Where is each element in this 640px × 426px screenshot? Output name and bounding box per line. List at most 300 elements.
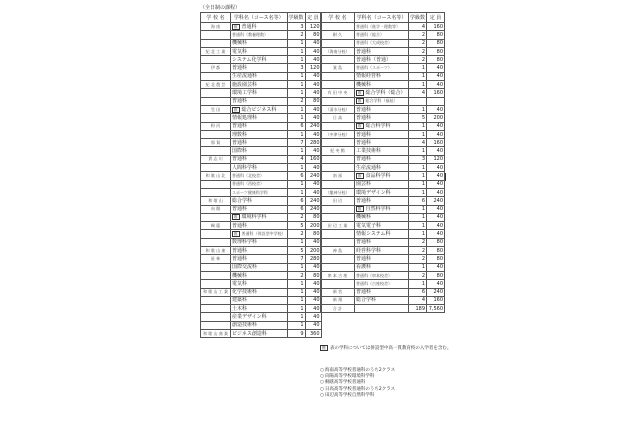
capacity: 40 (427, 147, 445, 155)
class-count: 1 (409, 130, 427, 138)
class-count: 1 (287, 89, 305, 97)
class-count: 1 (287, 56, 305, 64)
school-name: 粉 河 (201, 122, 231, 130)
capacity: 40 (305, 288, 321, 296)
class-count: 1 (409, 230, 427, 238)
department-label: 数理科学科 (232, 239, 258, 246)
department-label: 機械科 (356, 214, 372, 221)
table-row (201, 81, 322, 89)
school-name (201, 271, 231, 279)
capacity: 40 (427, 81, 445, 89)
class-count: 1 (409, 81, 427, 89)
capacity: 40 (427, 213, 445, 221)
department (355, 56, 409, 64)
class-count: 2 (409, 47, 427, 55)
class-count: 7 (287, 139, 305, 147)
class-count: 1 (287, 313, 305, 321)
capacity: 240 (305, 122, 321, 130)
capacity: 40 (427, 230, 445, 238)
table-row (321, 222, 445, 230)
capacity: 40 (427, 105, 445, 113)
table-row (321, 213, 445, 221)
table-row (201, 164, 322, 172)
school-name: 田 辺 工 業 (321, 222, 355, 230)
capacity: 40 (427, 164, 445, 172)
department-label: 自然科学科 (365, 206, 391, 213)
table-row (321, 89, 445, 97)
table-row (201, 247, 322, 255)
school-name: 合 計 (321, 305, 355, 313)
table-row (201, 147, 322, 155)
department (231, 329, 288, 337)
capacity: 40 (305, 81, 321, 89)
table-row (321, 280, 445, 288)
department-label: 普通科 (356, 255, 372, 262)
class-count: 1 (409, 213, 427, 221)
school-name (201, 72, 231, 80)
table-row (201, 255, 322, 263)
class-count: 4 (287, 155, 305, 163)
table-row (201, 114, 322, 122)
class-count: 1 (409, 147, 427, 155)
department (231, 139, 288, 147)
capacity: 80 (427, 56, 445, 64)
capacity: 160 (427, 23, 445, 31)
school-name (321, 23, 355, 31)
header-capacity: 定 員 (305, 13, 321, 23)
class-count: 1 (409, 105, 427, 113)
class-count: 2 (409, 39, 427, 47)
capacity: 160 (427, 139, 445, 147)
department-label: 環境科学科 (241, 214, 267, 221)
school-name (321, 255, 355, 263)
recommend-mark: 推 (234, 107, 238, 112)
capacity: 80 (305, 97, 321, 105)
department (231, 147, 288, 155)
school-name: （中津分校） (321, 130, 355, 138)
list-item: ○ 桐蔭高等学校普通科 (320, 380, 395, 386)
class-count: 1 (287, 164, 305, 172)
school-name (201, 321, 231, 329)
department-label: 普通科 (356, 114, 372, 121)
capacity: 40 (427, 172, 445, 180)
school-name: （龍神分校） (321, 188, 355, 196)
table-row (201, 280, 322, 288)
school-name: （海南分校） (321, 47, 355, 55)
table-row (201, 238, 322, 246)
capacity: 40 (305, 296, 321, 304)
class-count: 1 (409, 64, 427, 72)
header-classes: 学級数 (288, 14, 304, 21)
table-row (201, 271, 322, 279)
table-row (201, 31, 322, 39)
capacity: 7,560 (427, 305, 445, 313)
department-label: 普通科 (232, 139, 248, 146)
capacity: 40 (427, 180, 445, 188)
table-row (321, 238, 445, 246)
class-count: 1 (287, 130, 305, 138)
school-name: 新 宮 (321, 288, 355, 296)
table-row (321, 188, 445, 196)
capacity: 80 (427, 238, 445, 246)
department-label: スポーツ健康科学科 (232, 189, 268, 195)
department-label: 情報経営科 (356, 73, 382, 80)
department (231, 222, 288, 230)
capacity: 40 (305, 321, 321, 329)
department (355, 64, 409, 72)
department-label: ビジネス創造科 (232, 330, 267, 337)
class-count: 1 (287, 188, 305, 196)
table-row (321, 72, 445, 80)
table-row (321, 130, 445, 138)
department (355, 147, 409, 155)
recommend-mark: 推 (358, 91, 362, 96)
class-count: 6 (409, 288, 427, 296)
capacity: 40 (305, 280, 321, 288)
department (231, 230, 288, 238)
class-count: 6 (409, 197, 427, 205)
list-item: ○ 日高高等学校普通科のうち2クラス (320, 387, 395, 393)
department (231, 271, 288, 279)
school-name (321, 72, 355, 80)
school-name: 新 翔 (321, 296, 355, 304)
school-name (321, 238, 355, 246)
table-row (201, 172, 322, 180)
class-count: 1 (409, 222, 427, 230)
school-name: 紀 北 農 芸 (201, 81, 231, 89)
department (355, 230, 409, 238)
capacity: 40 (427, 130, 445, 138)
left-table (200, 12, 322, 338)
department-label: 国際交流科 (232, 264, 258, 271)
class-count: 5 (287, 247, 305, 255)
school-name (321, 164, 355, 172)
school-name (201, 305, 231, 313)
class-count: 2 (409, 31, 427, 39)
school-name: 箕 島 (321, 64, 355, 72)
department-label: 総合学科（総合） (365, 90, 406, 97)
class-count: 189 (409, 305, 427, 313)
department (231, 72, 288, 80)
recommend-mark: 推 (234, 232, 238, 237)
class-count: 1 (287, 238, 305, 246)
department-label: 電気科 (232, 48, 248, 55)
table-row (201, 23, 322, 31)
class-count: 1 (287, 105, 305, 113)
class-count: 1 (287, 263, 305, 271)
header-dept: 学科名（コース名等） (231, 13, 288, 23)
department (355, 122, 409, 130)
class-count: 6 (287, 205, 305, 213)
department-label: 普通科 (232, 123, 248, 130)
capacity: 240 (427, 288, 445, 296)
department-label: 普通科（普通） (356, 56, 392, 63)
department-label: 普通科（スポーツ） (356, 65, 392, 71)
department-label: 普通科（併設型中学校） (241, 231, 286, 237)
table-row (321, 247, 445, 255)
table-row (201, 188, 322, 196)
department-label: 普通科 (356, 197, 372, 204)
table-row (321, 255, 445, 263)
school-name (201, 114, 231, 122)
footnote (320, 345, 470, 352)
class-count: 1 (409, 263, 427, 271)
table-row (201, 89, 322, 97)
capacity: 40 (305, 313, 321, 321)
school-name (201, 97, 231, 105)
department (231, 23, 288, 31)
capacity (427, 97, 445, 105)
department-label: 総合科学科 (365, 123, 391, 130)
table-row (321, 288, 445, 296)
department (231, 155, 288, 163)
header-classes: 学級数 (410, 14, 426, 21)
note-mark: 推 (322, 345, 326, 350)
department (355, 97, 409, 105)
table-row (201, 263, 322, 271)
class-count: 1 (287, 147, 305, 155)
department-label: 理数科 (232, 131, 248, 138)
department (355, 280, 409, 288)
school-name (321, 230, 355, 238)
department (231, 172, 288, 180)
department-label: 普通科（西校舎） (232, 181, 264, 187)
department (231, 130, 288, 138)
capacity: 80 (427, 47, 445, 55)
class-count: 4 (409, 296, 427, 304)
capacity: 200 (305, 222, 321, 230)
table-row (321, 64, 445, 72)
department (231, 56, 288, 64)
table-row (321, 81, 445, 89)
table-row (321, 114, 445, 122)
class-count: 1 (409, 172, 427, 180)
school-name: 有 田 中 央 (321, 89, 355, 97)
department (231, 263, 288, 271)
school-name: 貴 志 川 (201, 155, 231, 163)
school-name: 伊 都 (201, 64, 231, 72)
department (355, 72, 409, 80)
school-name: 和 歌 山 商 業 (201, 329, 231, 337)
school-name: 和 歌 山 (201, 197, 231, 205)
recommend-mark: 推 (234, 24, 238, 29)
department-label: 普通科（総合） (356, 31, 384, 37)
header-capacity: 定 員 (427, 13, 445, 23)
table-row (201, 105, 322, 113)
department-label: 園芸科 (356, 181, 372, 188)
capacity: 120 (305, 23, 321, 31)
department (355, 114, 409, 122)
department (355, 139, 409, 147)
capacity: 40 (427, 122, 445, 130)
department (231, 64, 288, 72)
department-label: 普通科（進学・理数等） (356, 23, 400, 29)
capacity: 40 (305, 72, 321, 80)
department (355, 23, 409, 31)
department-label: 電気科 (232, 280, 248, 287)
class-count: 1 (287, 39, 305, 47)
department-label: 普通科 (356, 156, 372, 163)
table-row (201, 213, 322, 221)
department-label: 普通科 (356, 289, 372, 296)
capacity: 80 (427, 39, 445, 47)
table-row (201, 180, 322, 188)
department-label: 普通科 (241, 23, 257, 30)
department (231, 81, 288, 89)
capacity: 40 (427, 188, 445, 196)
department (231, 305, 288, 313)
department-label: 情報システム科 (356, 231, 391, 238)
capacity: 80 (305, 271, 321, 279)
school-name: 那 賀 (201, 139, 231, 147)
school-name (201, 313, 231, 321)
table-row (321, 172, 445, 180)
class-count: 6 (287, 172, 305, 180)
department (355, 296, 409, 304)
capacity: 40 (305, 105, 321, 113)
capacity: 40 (305, 114, 321, 122)
capacity: 40 (305, 238, 321, 246)
table-row (201, 64, 322, 72)
department (231, 47, 288, 55)
department (355, 39, 409, 47)
capacity: 280 (305, 139, 321, 147)
capacity: 240 (427, 197, 445, 205)
header-row (201, 13, 322, 23)
capacity: 200 (305, 247, 321, 255)
list-item: ○ 海南高等学校普通科のうち2クラス (320, 368, 395, 374)
school-name: 神 島 (321, 247, 355, 255)
department-label: 建築科 (232, 297, 248, 304)
class-count: 1 (287, 180, 305, 188)
department-label: システム化学科 (232, 56, 267, 63)
table-row (321, 97, 445, 105)
department-label: 環境デザイン科 (356, 189, 391, 196)
table-row (201, 288, 322, 296)
recommend-mark: 推 (358, 173, 362, 178)
capacity: 120 (427, 155, 445, 163)
school-name (201, 213, 231, 221)
table-row (321, 155, 445, 163)
school-name: 紀 央 館 (321, 147, 355, 155)
department-label: 産業デザイン科 (232, 314, 267, 321)
department (355, 130, 409, 138)
school-name (201, 130, 231, 138)
class-count: 6 (287, 197, 305, 205)
department (355, 81, 409, 89)
school-name: 南 部 (321, 172, 355, 180)
class-count: 1 (287, 305, 305, 313)
class-count: 2 (287, 271, 305, 279)
department-label: 創造技術科 (232, 322, 258, 329)
table-row (321, 56, 445, 64)
table-row (321, 47, 445, 55)
department-label: 普通科 (356, 48, 372, 55)
department-label: 食品科学科 (365, 172, 391, 179)
school-name: 桐 蔭 (201, 222, 231, 230)
department (231, 180, 288, 188)
department (231, 39, 288, 47)
class-count: 1 (287, 321, 305, 329)
capacity: 240 (305, 172, 321, 180)
department (355, 188, 409, 196)
department (231, 122, 288, 130)
capacity: 40 (305, 47, 321, 55)
department (231, 213, 288, 221)
right-table (320, 12, 445, 313)
footnote-list (320, 368, 395, 399)
department-label: 普通科（教養理数） (232, 31, 268, 37)
capacity: 40 (305, 164, 321, 172)
note-text: 表の学科については併設型中高一貫教育校の入学者を含む。 (330, 346, 452, 351)
department (231, 188, 288, 196)
table-row (201, 122, 322, 130)
department (231, 97, 288, 105)
list-item: ○ 向陽高等学校環境科学科 (320, 374, 395, 380)
department-label: 普通科 (232, 156, 248, 163)
department-label: 総合学科（福祉） (365, 98, 398, 104)
capacity: 40 (305, 130, 321, 138)
school-name (321, 39, 355, 47)
class-count: 1 (409, 180, 427, 188)
table-row (321, 197, 445, 205)
department-label: 土木科 (232, 305, 248, 312)
capacity: 80 (305, 230, 321, 238)
department (231, 105, 288, 113)
capacity: 40 (305, 89, 321, 97)
table-row (321, 164, 445, 172)
department (355, 255, 409, 263)
table-row (201, 230, 322, 238)
capacity: 160 (427, 296, 445, 304)
capacity: 40 (427, 205, 445, 213)
school-name (321, 139, 355, 147)
class-count: 1 (287, 280, 305, 288)
department (231, 31, 288, 39)
class-count: 1 (287, 72, 305, 80)
table-row (321, 296, 445, 304)
table-row (321, 180, 445, 188)
class-count: 1 (409, 280, 427, 288)
class-count: 1 (287, 81, 305, 89)
table-row (201, 56, 322, 64)
class-count: 3 (287, 64, 305, 72)
table-row (321, 205, 445, 213)
header-dept: 学科名（コース名等） (355, 13, 409, 23)
capacity: 40 (427, 72, 445, 80)
table-row (201, 39, 322, 47)
department-label: 普通科（串本校舎） (356, 272, 392, 278)
capacity: 80 (427, 31, 445, 39)
school-name: 和 歌 山 北 (201, 172, 231, 180)
school-name (201, 180, 231, 188)
school-name (201, 39, 231, 47)
class-count: 1 (287, 114, 305, 122)
department-label: 看護科 (356, 264, 372, 271)
department-label: 化学技術科 (232, 289, 258, 296)
class-count: 1 (409, 205, 427, 213)
department-label: 機械科 (232, 272, 248, 279)
header-school: 学 校 名 (321, 13, 355, 23)
table-row (201, 130, 322, 138)
school-name (201, 238, 231, 246)
table-row (321, 263, 445, 271)
class-count: 2 (287, 97, 305, 105)
school-name (201, 164, 231, 172)
class-count: 5 (409, 114, 427, 122)
school-name (201, 230, 231, 238)
school-name: 笠 田 (201, 105, 231, 113)
